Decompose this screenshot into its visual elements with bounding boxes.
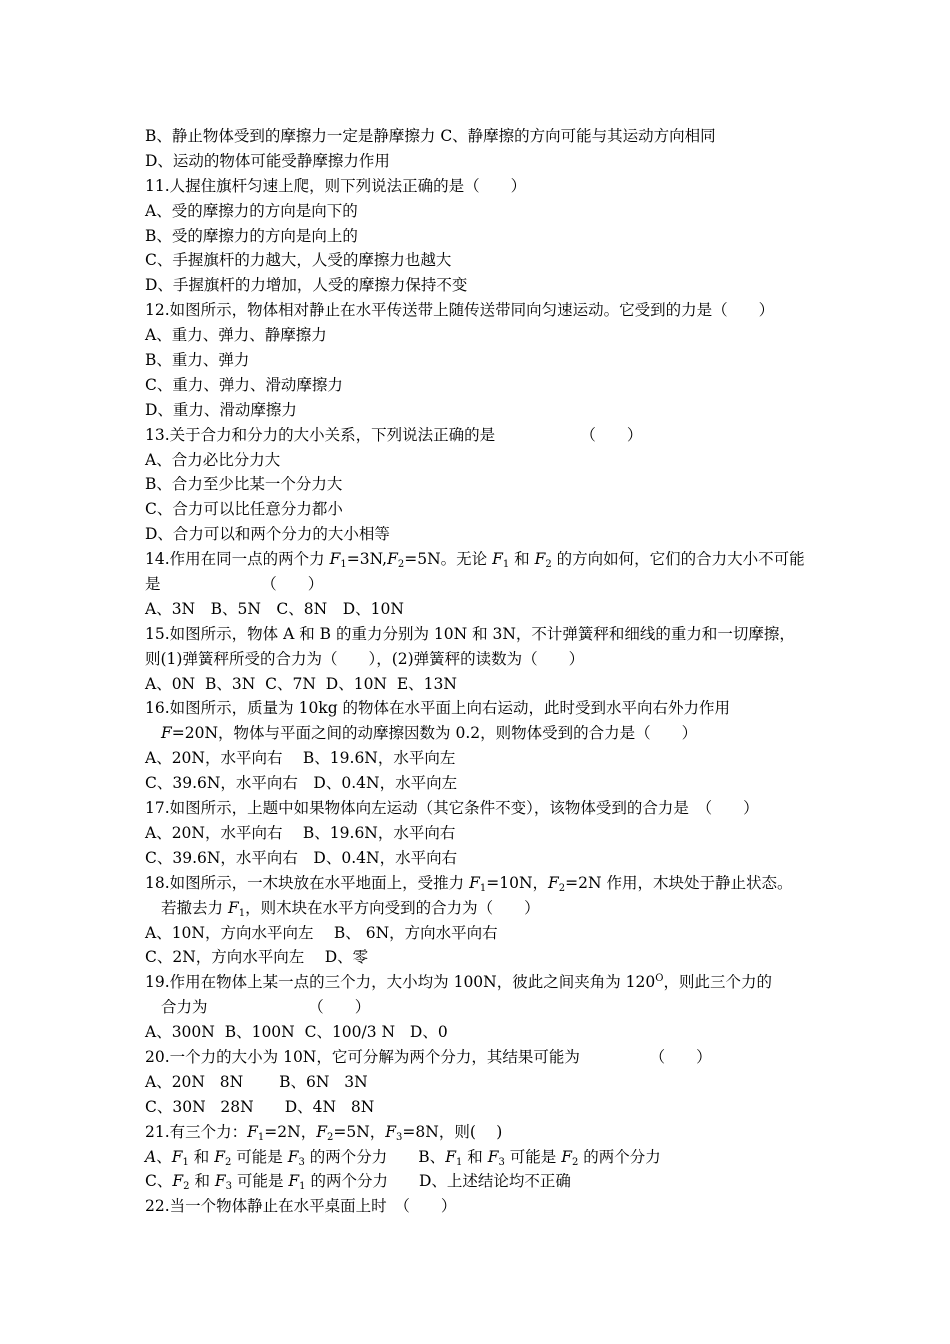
option-line: C、39.6N，水平向右 D、0.4N，水平向左 <box>145 774 458 793</box>
option-line: A、20N 8N B、6N 3N <box>145 1072 368 1091</box>
option-line: C、30N 28N D、4N 8N <box>145 1097 375 1116</box>
question-14: 14.作用在同一点的两个力 $F_1=3N,F_2=5N$。无论 $F_1$ 和 $F_2$ 的方向如何，它们的合力大小不可能 <box>145 550 805 571</box>
option-line: A、20N，水平向右 B、19.6N，水平向右 <box>145 823 456 842</box>
option-line: A、300N B、100N C、100/3 N D、0 <box>145 1023 448 1042</box>
text-line: D、运动的物体可能受静摩擦力作用 <box>145 151 390 170</box>
question-15: 15.如图所示，物体 A 和 B 的重力分别为 10N 和 3N，不计弹簧秤和细线的重力和一切摩擦， <box>145 624 795 643</box>
question-13: 13.关于合力和分力的大小关系，下列说法正确的是 （ ） <box>145 425 643 444</box>
question-18-continued: 若撤去力 $F_1$，则木块在水平方向受到的合力为（ ） <box>161 898 540 919</box>
option-line: A、合力必比分力大 <box>145 450 281 469</box>
option-line: C、手握旗杆的力越大，人受的摩擦力也越大 <box>145 251 452 270</box>
option-line: D、手握旗杆的力增加，人受的摩擦力保持不变 <box>145 276 468 295</box>
question-19-continued: 合力为 （ ） <box>161 998 371 1017</box>
option-line: C、合力可以比任意分力都小 <box>145 500 343 519</box>
question-19: 19.作用在物体上某一点的三个力，大小均为 100N，彼此之间夹角为 $120^O$，则此三个力的 <box>145 973 772 992</box>
option-line: B、受的摩擦力的方向是向上的 <box>145 226 358 245</box>
option-line: C、39.6N，水平向右 D、0.4N，水平向右 <box>145 848 458 867</box>
option-line: A、20N，水平向右 B、19.6N，水平向左 <box>145 749 456 768</box>
question-15-continued: 则(1)弹簧秤所受的合力为（ ），(2)弹簧秤的读数为（ ） <box>145 649 585 668</box>
option-line: A、$F_1$ 和 $F_2$ 可能是 $F_3$ 的两个分力 B、$F_1$ 和 $F_3$ 可能是 $F_2$ 的两个分力 <box>145 1147 661 1168</box>
text-line: B、静止物体受到的摩擦力一定是静摩擦力 C、静摩擦的方向可能与其运动方向相同 <box>145 127 716 145</box>
question-16-continued: F=20N，物体与平面之间的动摩擦因数为 0.2，则物体受到的合力是（ ） <box>161 724 698 743</box>
option-line: A、3N B、5N C、8N D、10N <box>145 599 404 618</box>
option-line: C、2N，方向水平向左 D、零 <box>145 948 369 967</box>
question-14-continued: 是 （ ） <box>145 575 324 594</box>
question-16: 16.如图所示，质量为 10kg 的物体在水平面上向右运动，此时受到水平向右外力作用 <box>145 699 731 718</box>
option-line: A、10N，方向水平向左 B、 6N，方向水平向右 <box>145 923 498 942</box>
option-line: D、合力可以和两个分力的大小相等 <box>145 525 390 544</box>
question-12: 12.如图所示，物体相对静止在水平传送带上随传送带同向匀速运动。它受到的力是（ ） <box>145 301 775 320</box>
question-17: 17.如图所示，上题中如果物体向左运动（其它条件不变），该物体受到的合力是 （ ） <box>145 799 759 818</box>
question-11: 11.人握住旗杆匀速上爬，则下列说法正确的是（ ） <box>145 176 527 195</box>
option-line: B、重力、弹力 <box>145 351 250 370</box>
option-line: A、重力、弹力、静摩擦力 <box>145 326 327 345</box>
question-20: 20.一个力的大小为 10N，它可分解为两个分力，其结果可能为 （ ） <box>145 1047 712 1066</box>
option-line: D、重力、滑动摩擦力 <box>145 400 297 419</box>
option-line: C、$F_2$ 和 $F_3$ 可能是 $F_1$ 的两个分力 D、上述结论均不正确 <box>145 1172 571 1193</box>
question-21: 21.有三个力：$F_1=2N$，$F_2=5N$，$F_3=8N$，则( ) <box>145 1122 503 1143</box>
question-22: 22.当一个物体静止在水平桌面上时 （ ） <box>145 1197 457 1216</box>
option-line: A、受的摩擦力的方向是向下的 <box>145 201 358 220</box>
document-page <box>145 124 825 1219</box>
option-line: A、0N B、3N C、7N D、10N E、13N <box>145 674 457 693</box>
option-line: B、合力至少比某一个分力大 <box>145 475 343 494</box>
question-18: 18.如图所示，一木块放在水平地面上，受推力 $F_1=10N$，$F_2=2N$ 作用，木块处于静止状态。 <box>145 873 793 894</box>
option-line: C、重力、弹力、滑动摩擦力 <box>145 375 343 394</box>
